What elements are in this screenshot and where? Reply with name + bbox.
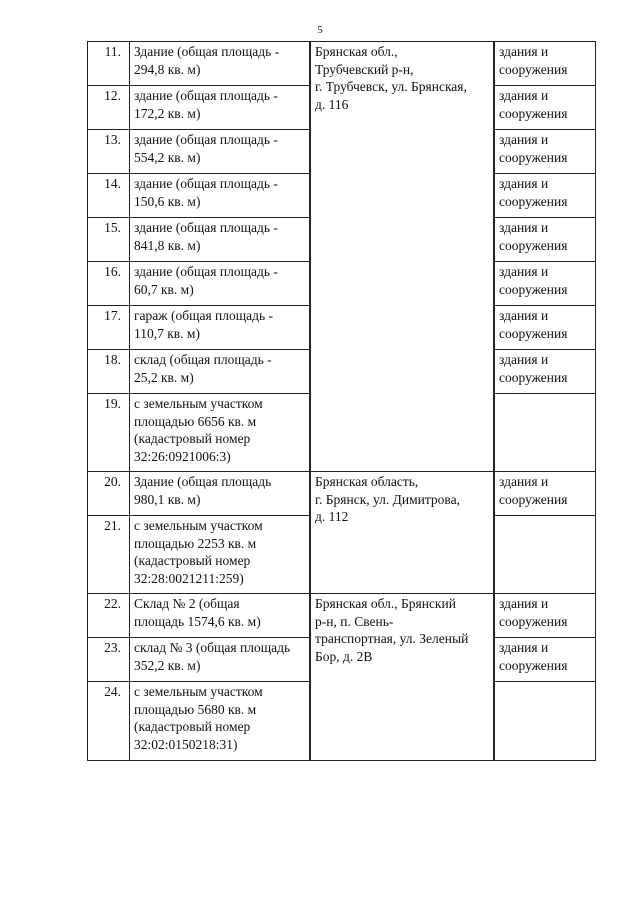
object-type: здания и сооружения xyxy=(495,130,596,174)
object-type: здания и сооружения xyxy=(495,306,596,350)
object-type: здания и сооружения xyxy=(495,42,596,86)
property-table xyxy=(87,41,596,761)
object-type: здания и сооружения xyxy=(495,218,596,262)
object-type xyxy=(495,394,596,472)
address-cell: Брянская область, г. Брянск, ул. Димитрова, д. 112 xyxy=(311,472,494,594)
object-type: здания и сооружения xyxy=(495,472,596,516)
row-number: 18. xyxy=(88,350,130,394)
row-number: 23. xyxy=(88,638,130,682)
row-number: 24. xyxy=(88,682,130,761)
object-name: склад № 3 (общая площадь 352,2 кв. м) xyxy=(130,638,310,682)
address-cell: Брянская обл., Трубчевский р-н, г. Трубчевск, ул. Брянская, д. 116 xyxy=(311,42,494,472)
object-name: с земельным участком площадью 2253 кв. м (кадастровый номер 32:28:0021211:259) xyxy=(130,516,310,594)
object-type: здания и сооружения xyxy=(495,262,596,306)
object-name: Склад № 2 (общая площадь 1574,6 кв. м) xyxy=(130,594,310,638)
row-number: 22. xyxy=(88,594,130,638)
row-number: 20. xyxy=(88,472,130,516)
object-type: здания и сооружения xyxy=(495,174,596,218)
object-type: здания и сооружения xyxy=(495,594,596,638)
row-number: 16. xyxy=(88,262,130,306)
object-name: здание (общая площадь - 172,2 кв. м) xyxy=(130,86,310,130)
object-type: здания и сооружения xyxy=(495,350,596,394)
row-number: 12. xyxy=(88,86,130,130)
object-type xyxy=(495,516,596,594)
object-name: Здание (общая площадь - 294,8 кв. м) xyxy=(130,42,310,86)
row-number: 19. xyxy=(88,394,130,472)
object-name: здание (общая площадь - 554,2 кв. м) xyxy=(130,130,310,174)
object-name: здание (общая площадь - 150,6 кв. м) xyxy=(130,174,310,218)
object-name: гараж (общая площадь - 110,7 кв. м) xyxy=(130,306,310,350)
table-row xyxy=(88,472,596,516)
object-name: Здание (общая площадь 980,1 кв. м) xyxy=(130,472,310,516)
row-number: 11. xyxy=(88,42,130,86)
object-name: склад (общая площадь - 25,2 кв. м) xyxy=(130,350,310,394)
table-row xyxy=(88,42,596,86)
row-number: 13. xyxy=(88,130,130,174)
row-number: 14. xyxy=(88,174,130,218)
object-type: здания и сооружения xyxy=(495,638,596,682)
table-row xyxy=(88,594,596,638)
object-name: здание (общая площадь - 841,8 кв. м) xyxy=(130,218,310,262)
row-number: 21. xyxy=(88,516,130,594)
page-number: 5 xyxy=(317,24,323,36)
object-name: здание (общая площадь - 60,7 кв. м) xyxy=(130,262,310,306)
object-type: здания и сооружения xyxy=(495,86,596,130)
row-number: 17. xyxy=(88,306,130,350)
object-name: с земельным участком площадью 5680 кв. м (кадастровый номер 32:02:0150218:31) xyxy=(130,682,310,761)
address-cell: Брянская обл., Брянский р-н, п. Свень- транспортная, ул. Зеленый Бор, д. 2В xyxy=(311,594,494,761)
object-name: с земельным участком площадью 6656 кв. м (кадастровый номер 32:26:0921006:3) xyxy=(130,394,310,472)
object-type xyxy=(495,682,596,761)
row-number: 15. xyxy=(88,218,130,262)
